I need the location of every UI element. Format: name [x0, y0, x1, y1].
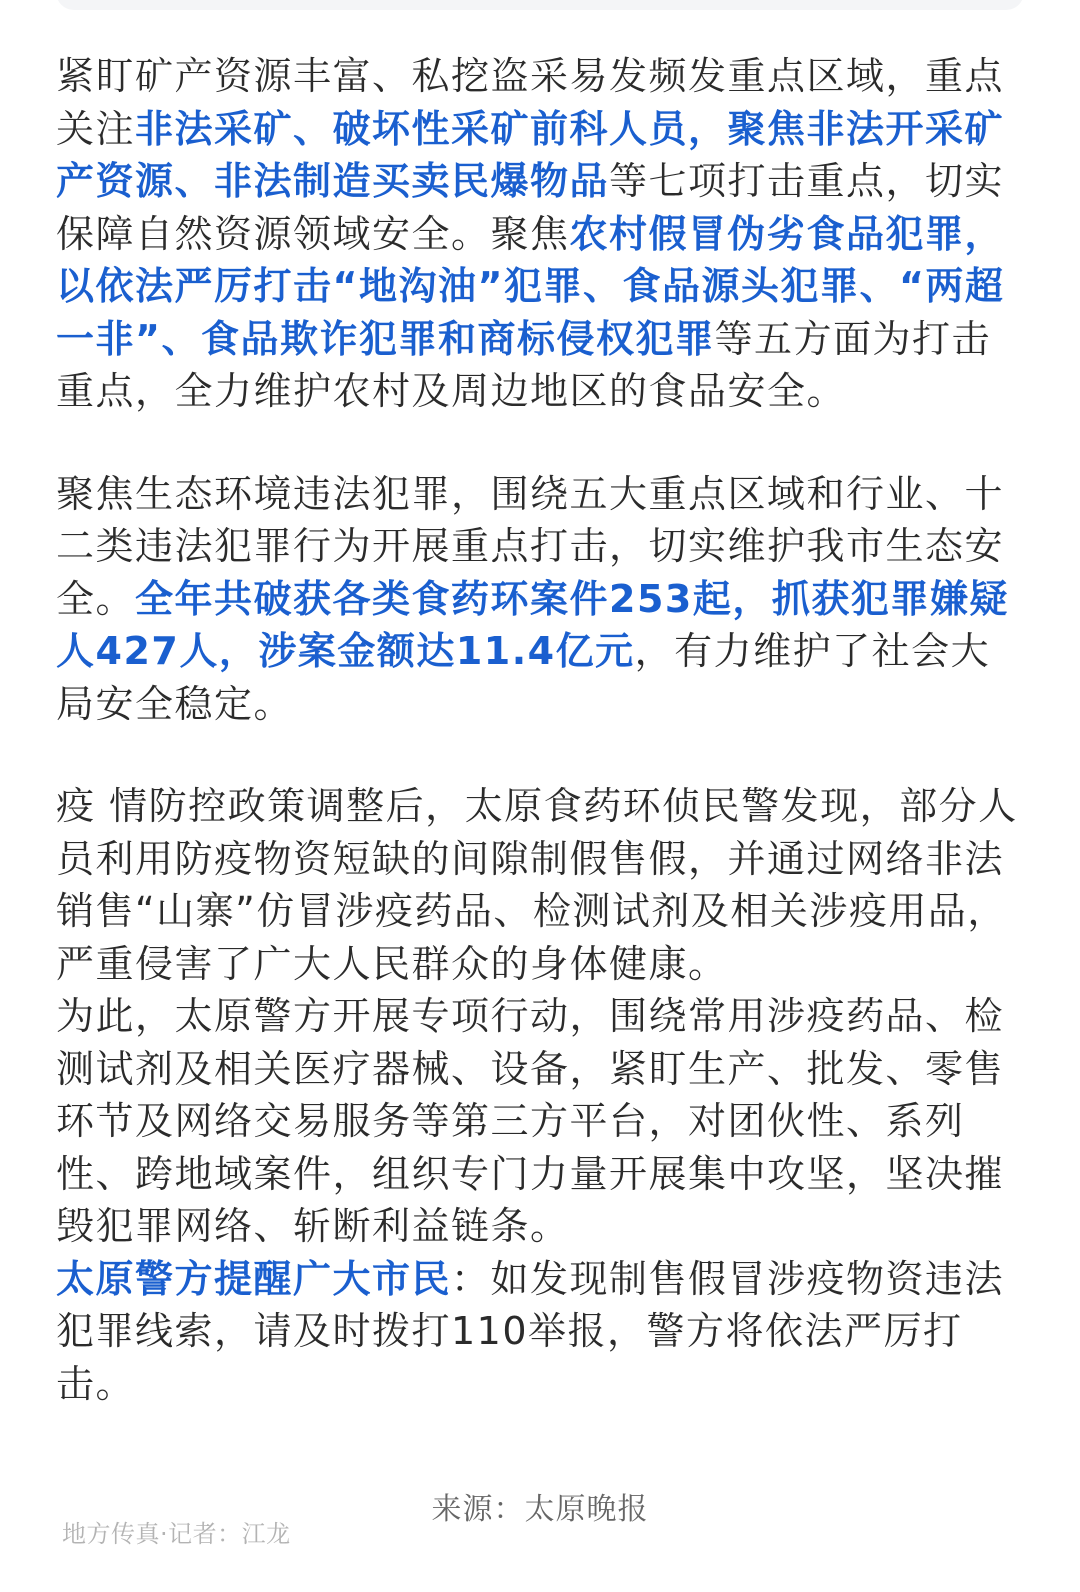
highlight-segment: 非法采矿、破坏性采矿前科人员，聚焦非法开采矿产资源、非法制造买卖民爆物品 — [56, 106, 1005, 203]
text-segment: 紧盯矿产资源丰富、私挖盗采易发频发重点区域，重点关注 — [56, 54, 1005, 151]
paragraph-police-reminder — [56, 1253, 1024, 1411]
text-segment: 等七项打击重点，切实保障自然资源领域安全。聚焦 — [56, 159, 1005, 256]
text-segment: 聚焦生态环境违法犯罪，围绕五大重点区域和行业、十二类违法犯罪行为开展重点打击，切实维护我市生态安全。 — [56, 471, 1005, 621]
previous-content-card — [56, 0, 1024, 10]
text-segment: 疫 情防控政策调整后，太原食药环侦民警发现，部分人员利用防疫物资短缺的间隙制假售假，并通过网络非法销售“山寨”仿冒涉疫药品、检测试剂及相关涉疫用品，严重侵害了广大人民群众的身体健康。 — [56, 784, 1018, 986]
byline-label: 地方传真·记者：江龙 — [62, 1520, 291, 1548]
text-segment: 等五方面为打击重点，全力维护农村及周边地区的食品安全。 — [56, 316, 991, 413]
paragraph-resources-food — [56, 50, 1024, 418]
highlight-segment: 全年共破获各类食药环案件253起，抓获犯罪嫌疑人427人，涉案金额达11.4亿元 — [56, 576, 1009, 673]
highlight-segment: 农村假冒伪劣食品犯罪，以依法严厉打击“地沟油”犯罪、食品源头犯罪、“两超一非”、食品欺诈犯罪和商标侵权犯罪 — [56, 211, 1005, 361]
highlight-segment: 太原警方提醒广大市民 — [56, 1256, 452, 1301]
text-segment: ，有力维护了社会大局安全稳定。 — [56, 629, 991, 726]
source-label: 来源：太原晚报 — [431, 1492, 649, 1527]
paragraph-ecology — [56, 468, 1024, 731]
text-segment: 为此，太原警方开展专项行动，围绕常用涉疫药品、检测试剂及相关医疗器械、设备，紧盯生产、批发、零售环节及网络交易服务等第三方平台，对团伙性、系列性、跨地域案件，组织专门力量开展集中攻坚，坚决摧毁犯罪网络、斩断利益链条。 — [56, 994, 1005, 1248]
paragraph-epidemic — [56, 780, 1024, 990]
paragraph-special-action — [56, 990, 1024, 1253]
text-segment: ：如发现制售假冒涉疫物资违法犯罪线索，请及时拨打110举报，警方将依法严厉打击。 — [56, 1256, 1005, 1406]
article-body — [56, 50, 1024, 1410]
